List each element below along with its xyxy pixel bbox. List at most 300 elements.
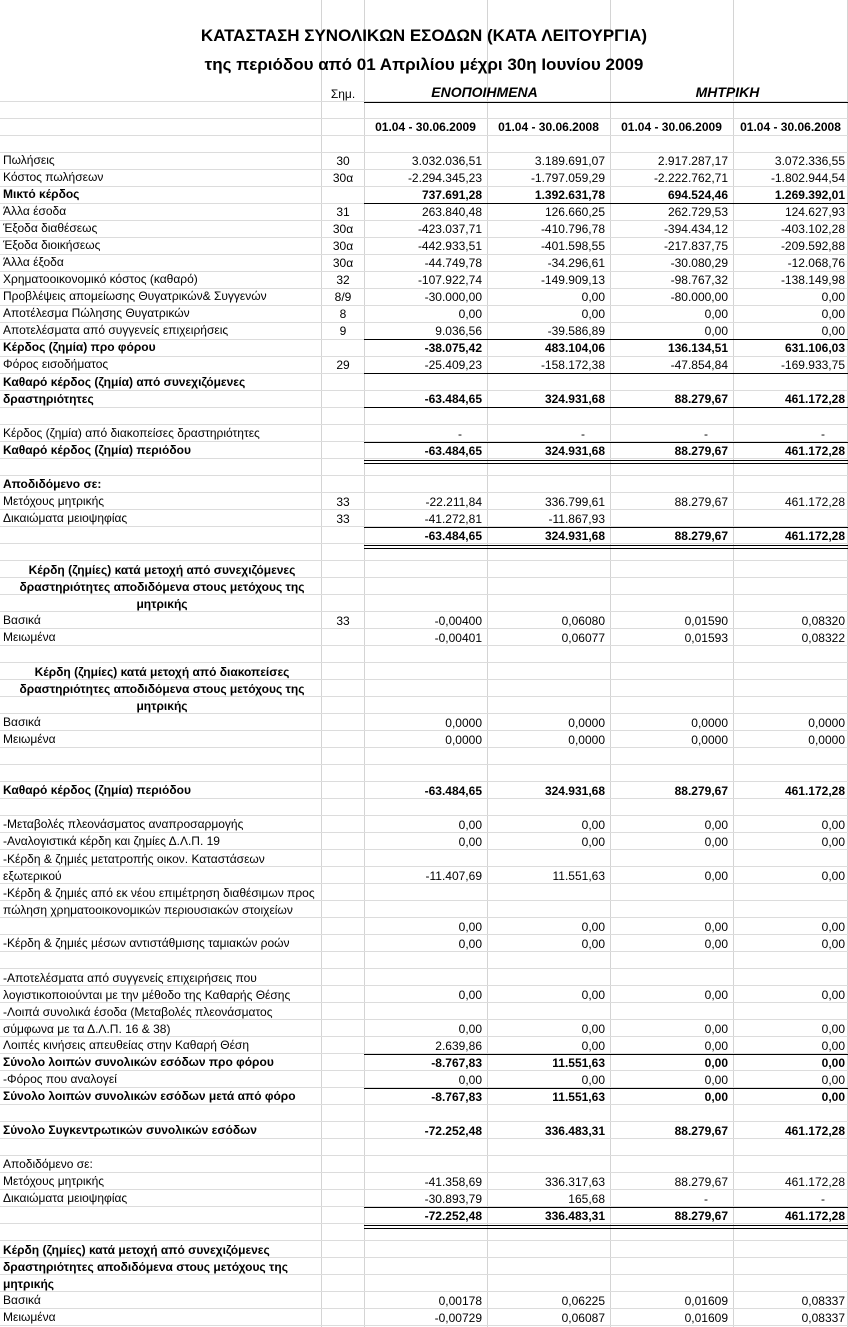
row-value: -12.068,76: [787, 256, 845, 270]
row-value: 694.524,46: [667, 188, 728, 202]
row-value: 88.279,67: [674, 495, 728, 509]
row-value: -30.080,29: [670, 256, 728, 270]
row-value: 0,00: [704, 869, 728, 883]
row-label: Βασικά: [3, 613, 41, 627]
row-label: Βασικά: [3, 1293, 41, 1307]
double-underline: [364, 1225, 487, 1229]
row-value: 461.172,28: [784, 495, 845, 509]
single-underline: [610, 373, 733, 374]
grid-column-line: [321, 0, 322, 1327]
row-note: 30α: [332, 239, 354, 253]
row-value: -394.434,12: [663, 222, 728, 236]
row-value: 461.172,28: [784, 444, 845, 458]
row-value: -11.407,69: [425, 869, 482, 883]
row-value: 0,06087: [561, 1311, 605, 1325]
single-underline: [487, 442, 610, 443]
grid-row-line: [0, 815, 848, 816]
row-label: Λοιπές κινήσεις απευθείας στην Καθαρή Θέση: [3, 1038, 250, 1052]
row-value: -22.211,84: [425, 495, 482, 509]
row-value: -44.749,78: [424, 256, 482, 270]
single-underline: [610, 339, 733, 340]
row-value: 631.106,03: [784, 341, 845, 355]
row-value: 483.104,06: [544, 341, 605, 355]
grid-row-line: [0, 543, 848, 544]
row-label: Σύνολο λοιπών συνολικών εσόδων μετά από φόρο: [3, 1089, 296, 1103]
row-value: -8.767,83: [431, 1056, 482, 1070]
row-value: 0,00: [704, 1022, 728, 1036]
single-underline: [610, 203, 733, 204]
row-value: 2.917.287,17: [657, 154, 728, 168]
page-title: ΚΑΤΑΣΤΑΣΗ ΣΥΝΟΛΙΚΩΝ ΕΣΟΔΩΝ (ΚΑΤΑ ΛΕΙΤΟΥΡΓΙΑ): [200, 26, 648, 45]
row-label: -Μεταβολές πλεονάσματος αναπροσαρμογής: [3, 817, 244, 831]
row-value: 0,00: [581, 835, 605, 849]
row-label: Μειωμένα: [3, 1310, 56, 1324]
single-underline: [364, 1207, 487, 1208]
row-value: -217.837,75: [663, 239, 728, 253]
row-value: -149.909,13: [540, 273, 605, 287]
row-label: Προβλέψεις απομείωσης Θυγατρικών& Συγγενών: [3, 289, 267, 303]
grid-row-line: [0, 509, 848, 510]
row-value: 1.269.392,01: [774, 188, 845, 202]
row-value: 336.483,31: [544, 1124, 605, 1138]
row-label: Δικαιώματα μειοψηφίας: [3, 511, 128, 525]
double-underline: [487, 545, 610, 549]
single-underline: [487, 1054, 610, 1055]
double-underline: [364, 545, 487, 549]
row-value: 136.134,51: [667, 341, 728, 355]
grid-row-line: [0, 135, 848, 136]
row-value: 124.627,93: [784, 205, 845, 219]
single-underline: [610, 1054, 733, 1055]
row-value: 11.551,63: [552, 1056, 605, 1070]
row-value: 0,01609: [684, 1294, 728, 1308]
row-note: 30α: [332, 256, 354, 270]
row-value: -11.867,93: [548, 512, 605, 526]
row-value: 0,00: [821, 818, 845, 832]
row-value: 2.639,86: [435, 1039, 482, 1053]
row-value: -63.484,65: [424, 784, 482, 798]
row-note: 30α: [332, 171, 354, 185]
row-value: 3.189.691,07: [534, 154, 605, 168]
row-value: 263.840,48: [421, 205, 482, 219]
row-value: -: [821, 427, 825, 441]
row-value: 0,06077: [561, 631, 605, 645]
row-label: Άλλα έσοδα: [3, 204, 67, 218]
row-value: -39.586,89: [547, 324, 605, 338]
row-label: -Κέρδη & ζημιές μέσων αντιστάθμισης ταμιακών ροών: [3, 936, 290, 950]
row-label: Βασικά: [3, 715, 41, 729]
single-underline: [733, 203, 848, 204]
row-value: 88.279,67: [674, 529, 728, 543]
row-note: 33: [336, 512, 350, 526]
row-value: 0,00: [581, 920, 605, 934]
row-value: 0,00: [704, 988, 728, 1002]
single-underline: [364, 339, 487, 340]
grid-row-line: [0, 1121, 848, 1122]
row-value: 3.032.036,51: [411, 154, 482, 168]
row-value: 0,00: [821, 1090, 845, 1104]
single-underline: [364, 442, 487, 443]
grid-row-line: [0, 1104, 848, 1105]
single-underline: [733, 373, 848, 374]
single-underline: [364, 527, 487, 528]
row-value: -401.598,55: [540, 239, 605, 253]
grid-row-line: [0, 968, 848, 969]
row-value: -34.296,61: [547, 256, 605, 270]
row-value: -0,00400: [434, 614, 482, 628]
period-header-cons-2009: 01.04 - 30.06.2009: [375, 120, 476, 134]
row-value: -25.409,23: [424, 358, 482, 372]
row-value: -442.933,51: [417, 239, 482, 253]
row-value: -98.767,32: [670, 273, 728, 287]
row-label: Μειωμένα: [3, 732, 56, 746]
row-value: 88.279,67: [674, 1124, 728, 1138]
row-value: 737.691,28: [421, 188, 482, 202]
single-underline: [733, 407, 848, 408]
row-label: Άλλα έξοδα: [3, 255, 64, 269]
row-value: -0,00729: [434, 1311, 482, 1325]
double-underline: [610, 1225, 733, 1229]
note-column-header: Σημ.: [330, 87, 356, 101]
single-underline: [610, 1207, 733, 1208]
row-value: 0,00: [458, 937, 482, 951]
group-header-consolidated: ΕΝΟΠΟΙΗΜΕΝΑ: [431, 84, 538, 100]
row-value: 1.392.631,78: [534, 188, 605, 202]
row-label: Καθαρό κέρδος (ζημία) περιόδου: [3, 443, 191, 457]
grid-row-line: [0, 1172, 848, 1173]
single-underline: [733, 1088, 848, 1089]
grid-row-line: [0, 1070, 848, 1071]
row-value: -30.000,00: [424, 290, 482, 304]
single-underline: [487, 373, 610, 374]
row-value: 336.799,61: [544, 495, 605, 509]
single-underline: [733, 442, 848, 443]
row-value: -158.172,38: [540, 358, 605, 372]
row-value: -107.922,74: [417, 273, 482, 287]
double-underline: [364, 460, 487, 464]
grid-row-line: [0, 1138, 848, 1139]
group-header-parent: ΜΗΤΡΙΚΗ: [695, 84, 760, 100]
row-value: 0,08337: [801, 1311, 845, 1325]
row-value: 0,00: [581, 1022, 605, 1036]
row-value: 0,00: [458, 307, 482, 321]
row-value: 0,00: [458, 1073, 482, 1087]
grid-row-line: [0, 730, 848, 731]
row-label: Κέρδη (ζημίες) κατά μετοχή από διακοπείσες δραστηριότητες αποδιδόμενα στους μετόχους της μητρικής: [19, 665, 305, 713]
header-underline: [364, 102, 848, 103]
row-label: Σύνολο Συγκεντρωτικών συνολικών εσόδων: [3, 1123, 257, 1137]
row-value: -138.149,98: [780, 273, 845, 287]
row-label: -Κέρδη & ζημιές από εκ νέου επιμέτρηση διαθέσιμων προς πώληση χρηματοοικονομικών περιουσιακών στοιχείων: [3, 886, 315, 917]
row-label: Κέρδος (ζημία) προ φόρου: [3, 340, 156, 354]
single-underline: [487, 1088, 610, 1089]
row-value: 88.279,67: [674, 1209, 728, 1223]
row-value: 126.660,25: [544, 205, 605, 219]
row-note: 8/9: [334, 290, 352, 304]
single-underline: [487, 527, 610, 528]
row-value: 0,0000: [691, 733, 728, 747]
grid-row-line: [0, 1308, 848, 1309]
row-value: 0,00: [704, 1073, 728, 1087]
row-value: 336.483,31: [544, 1209, 605, 1223]
row-value: 0,00: [581, 307, 605, 321]
row-value: 0,08322: [801, 631, 845, 645]
double-underline: [610, 545, 733, 549]
row-label: Φόρος εισοδήματος: [3, 357, 109, 371]
row-label: -Αναλογιστικά κέρδη και ζημίες Δ.Λ.Π. 19: [3, 834, 220, 848]
row-value: 0,00: [821, 1056, 845, 1070]
grid-row-line: [0, 747, 848, 748]
row-value: -2.222.762,71: [653, 171, 728, 185]
row-value: 0,00: [581, 818, 605, 832]
row-value: 11.551,63: [552, 869, 605, 883]
row-value: 0,0000: [808, 716, 845, 730]
row-value: 324.931,68: [544, 392, 605, 406]
row-value: 0,00: [821, 290, 845, 304]
row-label: Μειωμένα: [3, 630, 56, 644]
grid-row-line: [0, 424, 848, 425]
grid-row-line: [0, 934, 848, 935]
single-underline: [733, 1207, 848, 1208]
row-value: 0,00: [704, 937, 728, 951]
row-value: 0,00: [458, 835, 482, 849]
row-note: 30α: [332, 222, 354, 236]
row-value: -1.797.059,29: [530, 171, 605, 185]
row-value: -: [458, 427, 462, 441]
row-value: 0,00: [821, 1039, 845, 1053]
row-value: 461.172,28: [784, 1209, 845, 1223]
row-value: -63.484,65: [424, 392, 482, 406]
row-value: 0,00: [704, 835, 728, 849]
row-note: 8: [339, 307, 347, 321]
row-value: 461.172,28: [784, 1124, 845, 1138]
row-value: 0,00: [821, 835, 845, 849]
row-value: -72.252,48: [424, 1124, 482, 1138]
row-label: -Αποτελέσματα από συγγενείς επιχειρήσεις που λογιστικοποιούνται με την μέθοδο της Καθαρής Θέσης: [3, 971, 291, 1002]
row-value: 0,0000: [445, 716, 482, 730]
page-subtitle: της περιόδου από 01 Απριλίου μέχρι 30η Ιουνίου 2009: [204, 55, 644, 74]
row-value: 0,00: [458, 1022, 482, 1036]
row-value: 0,00: [821, 937, 845, 951]
row-label: -Κέρδη & ζημιές μετατροπής οικον. Καταστάσεων εξωτερικού: [3, 852, 265, 883]
row-label: Αποδιδόμενο σε:: [3, 477, 102, 491]
single-underline: [364, 1088, 487, 1089]
row-value: 324.931,68: [544, 784, 605, 798]
grid-row-line: [0, 1189, 848, 1190]
row-value: 0,01593: [684, 631, 728, 645]
row-value: 0,06080: [561, 614, 605, 628]
row-value: 165,68: [568, 1192, 605, 1206]
row-value: -38.075,42: [424, 341, 482, 355]
row-value: 0,00: [581, 1073, 605, 1087]
grid-row-line: [0, 1155, 848, 1156]
row-value: 336.317,63: [544, 1175, 605, 1189]
row-value: 0,00: [581, 988, 605, 1002]
grid-row-line: [0, 560, 848, 561]
row-value: 88.279,67: [674, 392, 728, 406]
row-value: 461.172,28: [784, 784, 845, 798]
row-value: 0,0000: [445, 733, 482, 747]
row-value: 0,00: [704, 324, 728, 338]
single-underline: [364, 373, 487, 374]
single-underline: [364, 203, 487, 204]
row-label: Μετόχους μητρικής: [3, 494, 105, 508]
row-value: -72.252,48: [424, 1209, 482, 1223]
grid-row-line: [0, 662, 848, 663]
row-value: -47.854,84: [670, 358, 728, 372]
row-value: 262.729,53: [667, 205, 728, 219]
double-underline: [487, 460, 610, 464]
grid-row-line: [0, 781, 848, 782]
row-label: -Λοιπά συνολικά έσοδα (Μεταβολές πλεονάσματος σύμφωνα με τα Δ.Λ.Π. 16 & 38): [3, 1005, 273, 1036]
row-value: 11.551,63: [552, 1090, 605, 1104]
row-value: 324.931,68: [544, 444, 605, 458]
row-label: Καθαρό κέρδος (ζημία) από συνεχιζόμενες δραστηριότητες: [3, 375, 246, 406]
row-value: 0,00: [458, 920, 482, 934]
row-value: 88.279,67: [674, 784, 728, 798]
row-value: -: [704, 427, 708, 441]
row-value: 0,08320: [801, 614, 845, 628]
row-value: 0,0000: [691, 716, 728, 730]
row-label: Κέρδη (ζημίες) κατά μετοχή από συνεχιζόμενες δραστηριότητες αποδιδόμενα στους μετόχους της μητρικής: [3, 1243, 288, 1291]
row-value: 0,08337: [801, 1294, 845, 1308]
row-value: 0,06225: [561, 1294, 605, 1308]
row-value: -30.893,79: [424, 1192, 482, 1206]
row-value: -63.484,65: [424, 529, 482, 543]
row-label: Έξοδα διαθέσεως: [3, 221, 98, 235]
row-value: 0,00: [704, 818, 728, 832]
row-value: 0,00: [821, 869, 845, 883]
row-label: -Φόρος που αναλογεί: [3, 1072, 117, 1086]
row-note: 30: [336, 154, 350, 168]
row-label: Δικαιώματα μειοψηφίας: [3, 1191, 128, 1205]
row-value: -169.933,75: [780, 358, 845, 372]
row-value: 0,01609: [684, 1311, 728, 1325]
grid-row-line: [0, 458, 848, 459]
row-value: -41.272,81: [424, 512, 482, 526]
row-value: -41.358,69: [424, 1175, 482, 1189]
row-value: 0,00: [704, 307, 728, 321]
row-label: Κέρδη (ζημίες) κατά μετοχή από συνεχιζόμενες δραστηριότητες αποδιδόμενα στους μετόχους της μητρικής: [19, 563, 305, 611]
single-underline: [364, 407, 487, 408]
grid-row-line: [0, 1223, 848, 1224]
single-underline: [610, 1088, 733, 1089]
row-value: 0,00: [704, 920, 728, 934]
double-underline: [733, 460, 848, 464]
row-label: Πωλήσεις: [3, 153, 55, 167]
row-value: 3.072.336,55: [774, 154, 845, 168]
double-underline: [733, 1225, 848, 1229]
row-value: -403.102,28: [780, 222, 845, 236]
row-value: -8.767,83: [431, 1090, 482, 1104]
row-value: 0,00: [704, 1039, 728, 1053]
single-underline: [487, 407, 610, 408]
row-value: -: [704, 1192, 708, 1206]
row-value: 0,00: [458, 988, 482, 1002]
grid-row-line: [0, 628, 848, 629]
row-label: Έξοδα διοικήσεως: [3, 238, 101, 252]
grid-row-line: [0, 832, 848, 833]
grid-row-line: [0, 1325, 848, 1326]
single-underline: [487, 339, 610, 340]
row-value: 0,00: [458, 818, 482, 832]
row-value: 0,01590: [684, 614, 728, 628]
row-value: 0,00: [821, 324, 845, 338]
row-value: 0,00: [704, 1090, 728, 1104]
period-header-cons-2008: 01.04 - 30.06.2008: [498, 120, 599, 134]
grid-row-line: [0, 118, 848, 119]
row-value: -1.802.944,54: [770, 171, 845, 185]
row-note: 29: [336, 358, 350, 372]
row-value: -: [821, 1192, 825, 1206]
row-value: 0,0000: [568, 733, 605, 747]
row-note: 33: [336, 495, 350, 509]
row-value: 0,00178: [438, 1294, 482, 1308]
grid-row-line: [0, 951, 848, 952]
row-value: 0,0000: [568, 716, 605, 730]
row-label: Καθαρό κέρδος (ζημία) περιόδου: [3, 783, 191, 797]
row-note: 33: [336, 614, 350, 628]
row-note: 32: [336, 273, 350, 287]
single-underline: [610, 407, 733, 408]
row-value: 461.172,28: [784, 529, 845, 543]
row-label: Κέρδος (ζημία) από διακοπείσες δραστηριότητες: [3, 426, 260, 440]
single-underline: [487, 1207, 610, 1208]
row-value: 461.172,28: [784, 392, 845, 406]
single-underline: [733, 1054, 848, 1055]
single-underline: [610, 527, 733, 528]
period-header-parent-2008: 01.04 - 30.06.2008: [740, 120, 841, 134]
row-note: 31: [336, 205, 350, 219]
single-underline: [733, 527, 848, 528]
grid-row-line: [0, 849, 848, 850]
row-value: 324.931,68: [544, 529, 605, 543]
row-label: Χρηματοοικονομικό κόστος (καθαρό): [3, 272, 198, 286]
double-underline: [487, 1225, 610, 1229]
row-value: -209.592,88: [780, 239, 845, 253]
grid-row-line: [0, 492, 848, 493]
grid-row-line: [0, 764, 848, 765]
row-value: 88.279,67: [674, 444, 728, 458]
row-value: -2.294.345,23: [407, 171, 482, 185]
row-note: 9: [339, 324, 347, 338]
grid-row-line: [0, 645, 848, 646]
row-value: 9.036,56: [435, 324, 482, 338]
row-value: 0,00: [581, 937, 605, 951]
row-value: 0,00: [821, 1073, 845, 1087]
row-value: -63.484,65: [424, 444, 482, 458]
grid-row-line: [0, 1240, 848, 1241]
row-value: -423.037,71: [417, 222, 482, 236]
period-header-parent-2009: 01.04 - 30.06.2009: [621, 120, 722, 134]
row-value: 0,00: [821, 920, 845, 934]
row-value: 0,00: [821, 307, 845, 321]
row-value: -410.796,78: [540, 222, 605, 236]
row-value: -: [581, 427, 585, 441]
row-label: Μετόχους μητρικής: [3, 1174, 105, 1188]
row-label: Σύνολο λοιπών συνολικών εσόδων προ φόρου: [3, 1055, 274, 1069]
row-value: 0,00: [821, 988, 845, 1002]
row-label: Μικτό κέρδος: [3, 187, 80, 201]
row-value: 0,00: [581, 1039, 605, 1053]
single-underline: [487, 203, 610, 204]
row-label: Αποτέλεσμα Πώλησης Θυγατρικών: [3, 306, 190, 320]
row-label: Αποτελέσματα από συγγενείς επιχειρήσεις: [3, 323, 229, 337]
single-underline: [733, 339, 848, 340]
row-value: 0,00: [821, 1022, 845, 1036]
double-underline: [733, 545, 848, 549]
row-value: -80.000,00: [670, 290, 728, 304]
